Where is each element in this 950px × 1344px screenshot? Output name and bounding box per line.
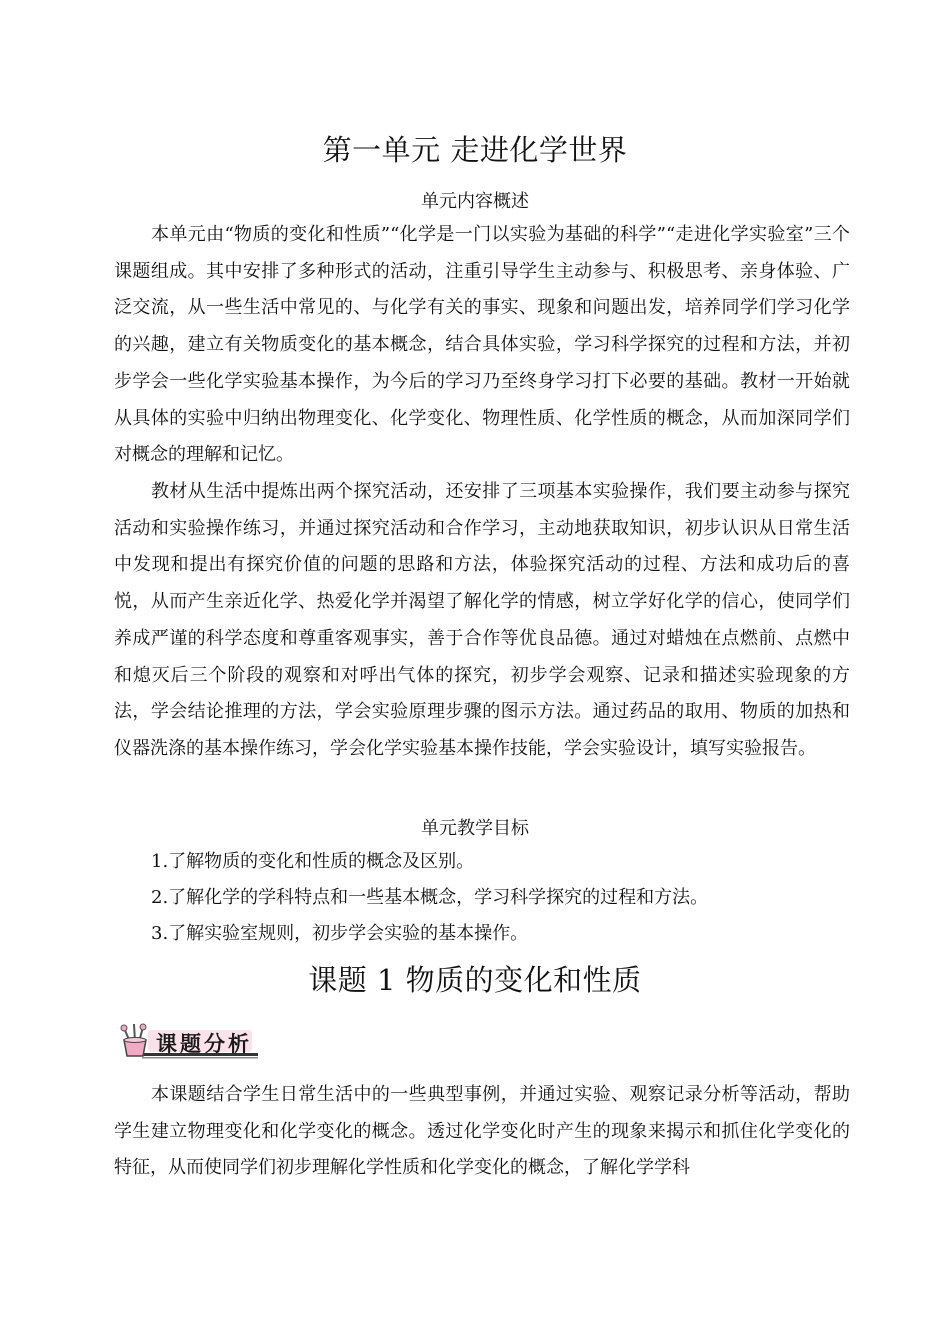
analysis-banner-label: 课题分析 [156,1032,252,1056]
goal-item-2: 2.了解化学的学科特点和一些基本概念，学习科学探究的过程和方法。 [151,887,709,908]
overview-paragraph-2: 教材从生活中提炼出两个探究活动，还安排了三项基本实验操作，我们要主动参与探究活动和实验操作练习，并通过探究活动和合作学习，主动地获取知识，初步认识从日常生活中发现和提出有探究价值的问题的思路和方法，体验探究活动的过程、方法和成功后的喜悦，从而产生亲近化学、热爱化学并渴望了解化学的情感，树立学好化学的信心，使同学们养成严谨的科学态度和尊重客观事实，善于合作等优良品德。通过对蜡烛在点燃前、点燃中和熄灭后三个阶段的观察和对呼出气体的探究，初步学会观察、记录和描述实验现象的方法，学会结论推理的方法，学会实验原理步骤的图示方法。通过药品的取用、物质的加热和仪器洗涤的基本操作练习，学会化学实验基本操作技能，学会实验设计，填写实验报告。 [114,481,850,759]
goals-heading: 单元教学目标 [421,818,529,839]
goal-item-3: 3.了解实验室规则，初步学会实验的基本操作。 [151,923,529,944]
lesson-title: 课题 1 物质的变化和性质 [308,963,642,997]
goal-item-1: 1.了解物质的变化和性质的概念及区别。 [151,851,475,872]
analysis-paragraph: 本课题结合学生日常生活中的一些典型事例，并通过实验、观察记录分析等活动，帮助学生建立物理变化和化学变化的概念。透过化学变化时产生的现象来揭示和抓住化学变化的特征，从而使同学们初步理解化学性质和化学变化的概念，了解化学学科 [114,1084,850,1179]
overview-paragraph-1: 本单元由“物质的变化和性质”“化学是一门以实验为基础的科学”“走进化学实验室”三个课题组成。其中安排了多种形式的活动，注重引导学生主动参与、积极思考、亲身体验、广泛交流，从一些生活中常见的、与化学有关的事实、现象和问题出发，培养同学们学习化学的兴趣，建立有关物质变化的基本概念，结合具体实验，学习科学探究的过程和方法，并初步学会一些化学实验基本操作，为今后的学习乃至终身学习打下必要的基础。教材一开始就从具体的实验中归纳出物理变化、化学变化、物理性质、化学性质的概念，从而加深同学们对概念的理解和记忆。 [114,224,850,466]
overview-heading: 单元内容概述 [421,191,529,212]
pencil-cup-icon [121,1024,146,1056]
analysis-banner [112,1022,258,1062]
unit-title: 第一单元 走进化学世界 [322,133,628,167]
